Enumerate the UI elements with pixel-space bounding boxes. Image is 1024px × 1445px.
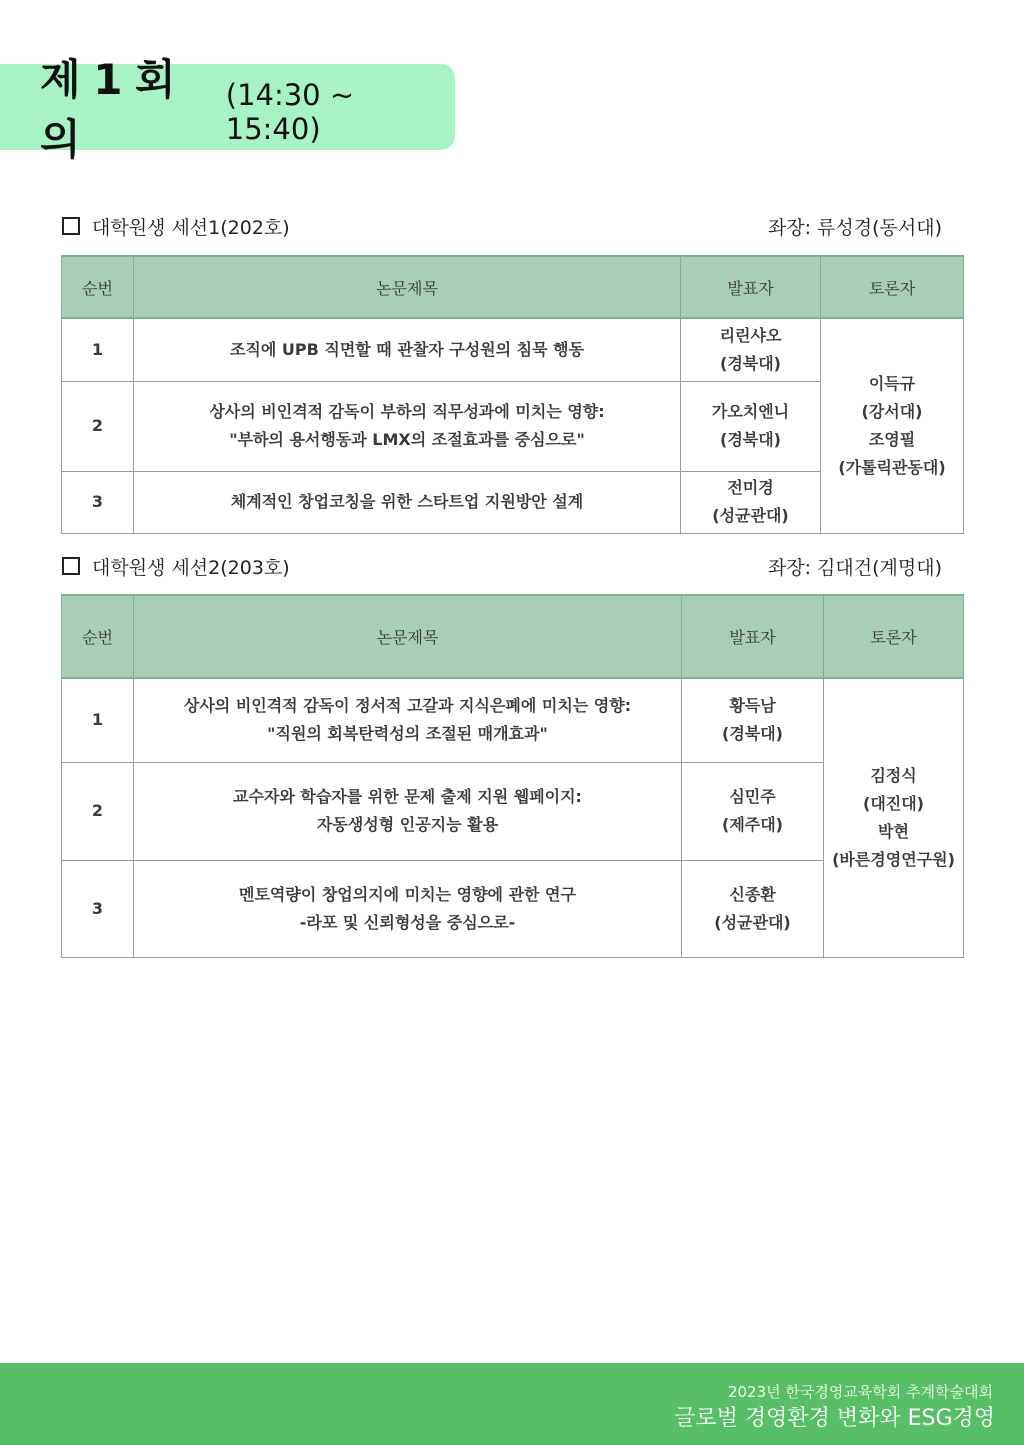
session-2-header bbox=[62, 551, 942, 581]
presenter: 리린샤오 (경북대) bbox=[681, 318, 821, 381]
row-number: 2 bbox=[62, 762, 134, 860]
col-header-number: 순번 bbox=[62, 256, 134, 318]
session-2-table bbox=[61, 594, 964, 958]
session-1-checkbox[interactable] bbox=[62, 217, 80, 235]
title-banner bbox=[0, 55, 455, 164]
col-header-discussant: 토론자 bbox=[821, 256, 964, 318]
col-header-discussant: 토론자 bbox=[824, 595, 964, 678]
col-header-presenter: 발표자 bbox=[682, 595, 824, 678]
paper-title: 조직에 UPB 직면할 때 관찰자 구성원의 침묵 행동 bbox=[134, 318, 681, 381]
presenter: 심민주 (제주대) bbox=[682, 762, 824, 860]
session-2-checkbox[interactable] bbox=[62, 557, 80, 575]
session-2-chair: 좌장: 김대건(계명대) bbox=[767, 556, 942, 579]
row-number: 3 bbox=[62, 860, 134, 957]
presenter: 가오치엔니 (경북대) bbox=[681, 381, 821, 471]
table-header-row bbox=[62, 595, 964, 678]
presenter: 전미경 (성균관대) bbox=[681, 471, 821, 533]
session-time: (14:30 ~ 15:40) bbox=[225, 78, 355, 146]
table-header-row bbox=[62, 256, 964, 318]
paper-title: 교수자와 학습자를 위한 문제 출제 지원 웹페이지: 자동생성형 인공지능 활용 bbox=[134, 762, 682, 860]
paper-title: 상사의 비인격적 감독이 부하의 직무성과에 미치는 영향: "부하의 용서행동과 LMX의 조절효과를 중심으로" bbox=[134, 381, 681, 471]
row-number: 1 bbox=[62, 318, 134, 381]
presenter: 신종환 (성균관대) bbox=[682, 860, 824, 957]
col-header-presenter: 발표자 bbox=[681, 256, 821, 318]
session-1-header bbox=[62, 211, 942, 241]
paper-title: 상사의 비인격적 감독이 정서적 고갈과 지식은폐에 미치는 영향: "직원의 회복탄력성의 조절된 매개효과" bbox=[134, 678, 682, 762]
table-row bbox=[62, 678, 964, 762]
footer-subtitle: 2023년 한국경영교육학회 추계학술대회 bbox=[727, 1383, 993, 1401]
col-header-title: 논문제목 bbox=[134, 256, 681, 318]
session-2-name: 대학원생 세션2(203호) bbox=[92, 556, 290, 579]
table-row bbox=[62, 318, 964, 381]
footer-title: 글로벌 경영환경 변화와 ESG경영 bbox=[674, 1406, 995, 1431]
discussants: 이득규 (강서대) 조영필 (가톨릭관동대) bbox=[821, 318, 964, 533]
page-title: 제 1 회의 bbox=[40, 55, 175, 164]
paper-title: 체계적인 창업코칭을 위한 스타트업 지원방안 설계 bbox=[134, 471, 681, 533]
paper-title: 멘토역량이 창업의지에 미치는 영향에 관한 연구 -라포 및 신뢰형성을 중심으로- bbox=[134, 860, 682, 957]
session-1-chair: 좌장: 류성경(동서대) bbox=[767, 216, 942, 239]
session-1-name: 대학원생 세션1(202호) bbox=[92, 216, 290, 239]
col-header-title: 논문제목 bbox=[134, 595, 682, 678]
row-number: 3 bbox=[62, 471, 134, 533]
col-header-number: 순번 bbox=[62, 595, 134, 678]
session-1-table bbox=[61, 255, 964, 534]
footer-bar bbox=[0, 1363, 1024, 1445]
row-number: 2 bbox=[62, 381, 134, 471]
discussants: 김정식 (대진대) 박현 (바른경영연구원) bbox=[824, 678, 964, 957]
presenter: 황득남 (경북대) bbox=[682, 678, 824, 762]
row-number: 1 bbox=[62, 678, 134, 762]
